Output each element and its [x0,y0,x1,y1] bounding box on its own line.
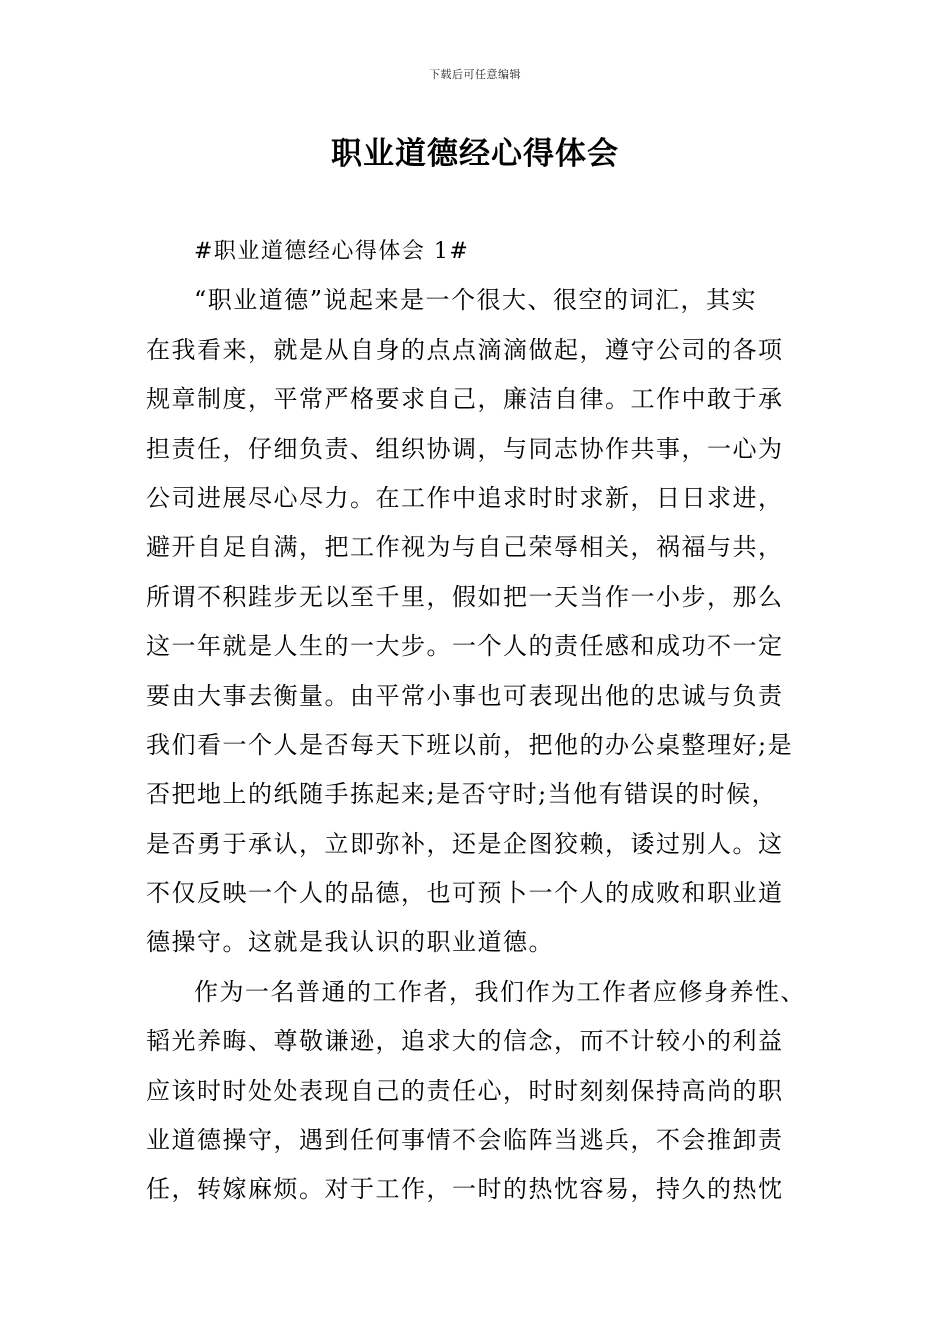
paragraph-line: 是否勇于承认，立即弥补，还是企图狡赖，诿过别人。这 [146,829,784,858]
paragraph-line: 作为一名普通的工作者，我们作为工作者应修身养性、 [194,977,806,1006]
paragraph-line: 所谓不积跬步无以至千里，假如把一天当作一小步，那么 [146,582,784,611]
paragraph-line: 任，转嫁麻烦。对于工作，一时的热忱容易，持久的热忱 [146,1175,784,1204]
document-title: 职业道德经心得体会 [331,136,619,172]
paragraph-line: 我们看一个人是否每天下班以前，把他的办公桌整理好;是 [146,730,794,759]
paragraph-line: 这一年就是人生的一大步。一个人的责任感和成功不一定 [146,632,784,661]
paragraph-line: 担责任，仔细负责、组织协调，与同志协作共事，一心为 [146,434,784,463]
paragraph-line: 在我看来，就是从自身的点点滴滴做起，遵守公司的各项 [146,335,784,364]
paragraph-line: 应该时时处处表现自己的责任心，时时刻刻保持高尚的职 [146,1076,784,1105]
header-note: 下载后可任意编辑 [429,68,521,81]
paragraph-line: 规章制度，平常严格要求自己，廉洁自律。工作中敢于承 [146,385,784,414]
paragraph-line: 业道德操守，遇到任何事情不会临阵当逃兵，不会推卸责 [146,1126,784,1155]
paragraph-1 [146,276,836,967]
paragraph-line: 公司进展尽心尽力。在工作中追求时时求新，日日求进， [146,483,784,512]
paragraph-line: 要由大事去衡量。由平常小事也可表现出他的忠诚与负责 [146,681,784,710]
paragraph-line: 不仅反映一个人的品德，也可预卜一个人的成败和职业道 [146,879,784,908]
paragraph-line: 否把地上的纸随手拣起来;是否守时;当他有错误的时候， [146,780,778,809]
paragraph-line: 避开自足自满，把工作视为与自己荣辱相关，祸福与共， [146,533,784,562]
document-body [146,227,836,1215]
paragraph-2 [146,968,836,1215]
paragraph-line: “职业道德”说起来是一个很大、很空的词汇，其实 [194,286,758,315]
paragraph-line: 德操守。这就是我认识的职业道德。 [146,928,554,957]
section-subheading: #职业道德经心得体会 1# [194,239,470,264]
paragraph-line: 韬光养晦、尊敬谦逊，追求大的信念，而不计较小的利益 [146,1027,784,1056]
